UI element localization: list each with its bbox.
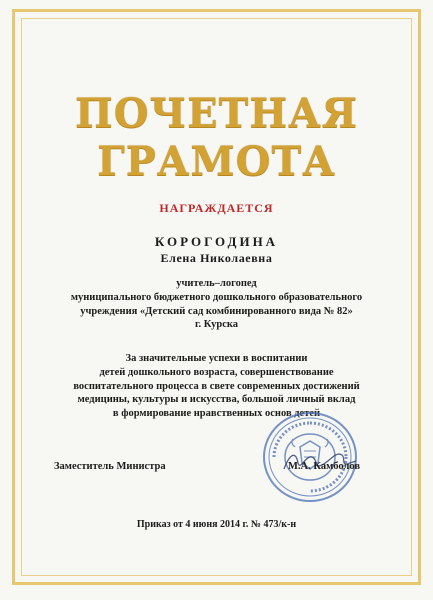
signatory-name: М.А. Камболов xyxy=(288,461,361,472)
merit-line: медицины, культуры и искусства, большой личный вклад xyxy=(77,394,356,406)
awarded-label: НАГРАЖДАЕТСЯ xyxy=(159,201,274,215)
order-reference: Приказ от 4 июня 2014 г. № 473/к-н xyxy=(136,519,297,530)
recipient-surname: КОРОГОДИНА xyxy=(154,234,279,249)
merit-line: в формирование нравственных основ детей xyxy=(112,408,321,420)
signature-row xyxy=(54,461,379,477)
recipient-position xyxy=(30,277,403,332)
position-line: учреждения «Детский сад комбинированного вида № 82» xyxy=(80,305,353,317)
position-line: учитель–логопед xyxy=(176,278,257,289)
merit-line: детей дошкольного возраста, совершенствование xyxy=(99,366,334,378)
title-line-2: ГРАМОТА xyxy=(97,138,336,185)
recipient-given-names: Елена Николаевна xyxy=(160,251,273,265)
position-line: г. Курска xyxy=(194,319,239,331)
signatory-title: Заместитель Министра xyxy=(54,461,166,472)
merit-line: воспитательного процесса в свете современных достижений xyxy=(73,380,360,392)
position-line: муниципального бюджетного дошкольного образовательного xyxy=(70,291,363,303)
title-line-1: ПОЧЕТНАЯ xyxy=(74,90,359,137)
merit-line: За значительные успехи в воспитании xyxy=(125,353,308,364)
